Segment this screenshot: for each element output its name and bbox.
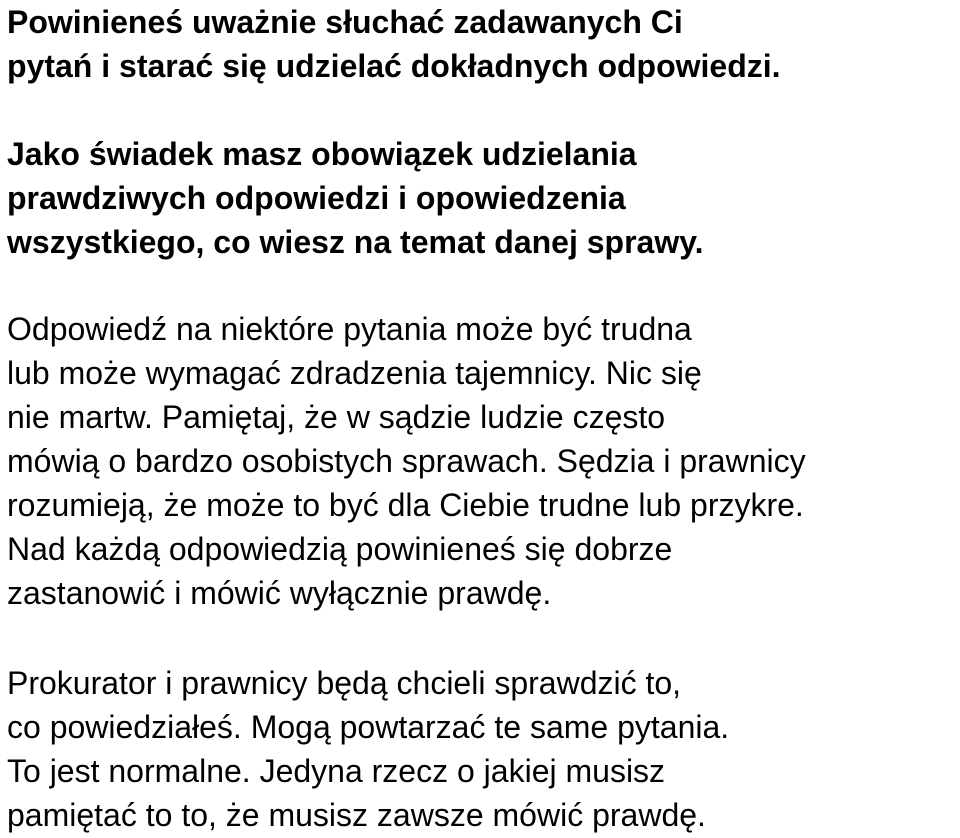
text-line: mówią o bardzo osobistych sprawach. Sędzia i prawnicy bbox=[7, 443, 806, 479]
text-line: lub może wymagać zdradzenia tajemnicy. Nic się bbox=[7, 355, 702, 391]
paragraph-prosecutor-questions bbox=[7, 661, 729, 837]
text-line: nie martw. Pamiętaj, że w sądzie ludzie często bbox=[7, 399, 666, 435]
paragraph-difficult-questions bbox=[7, 307, 806, 615]
text-line: pamiętać to to, że musisz zawsze mówić prawdę. bbox=[7, 797, 706, 833]
text-line: Prokurator i prawnicy będą chcieli sprawdzić to, bbox=[7, 665, 682, 701]
text-line: zastanowić i mówić wyłącznie prawdę. bbox=[7, 575, 552, 611]
text-line: prawdziwych odpowiedzi i opowiedzenia bbox=[7, 180, 626, 216]
text-line: Odpowiedź na niektóre pytania może być trudna bbox=[7, 311, 692, 347]
text-line: pytań i starać się udzielać dokładnych odpowiedzi. bbox=[7, 48, 781, 84]
text-line: co powiedziałeś. Mogą powtarzać te same pytania. bbox=[7, 709, 730, 745]
text-line: Jako świadek masz obowiązek udzielania bbox=[7, 136, 637, 172]
text-line: Powinieneś uważnie słuchać zadawanych Ci bbox=[7, 4, 683, 40]
paragraph-listen-carefully bbox=[7, 0, 781, 88]
text-line: Nad każdą odpowiedzią powinieneś się dobrze bbox=[7, 531, 673, 567]
text-line: To jest normalne. Jedyna rzecz o jakiej musisz bbox=[7, 753, 666, 789]
text-line: rozumieją, że może to być dla Ciebie trudne lub przykre. bbox=[7, 487, 804, 523]
paragraph-witness-duty bbox=[7, 132, 704, 264]
text-line: wszystkiego, co wiesz na temat danej sprawy. bbox=[7, 224, 704, 260]
